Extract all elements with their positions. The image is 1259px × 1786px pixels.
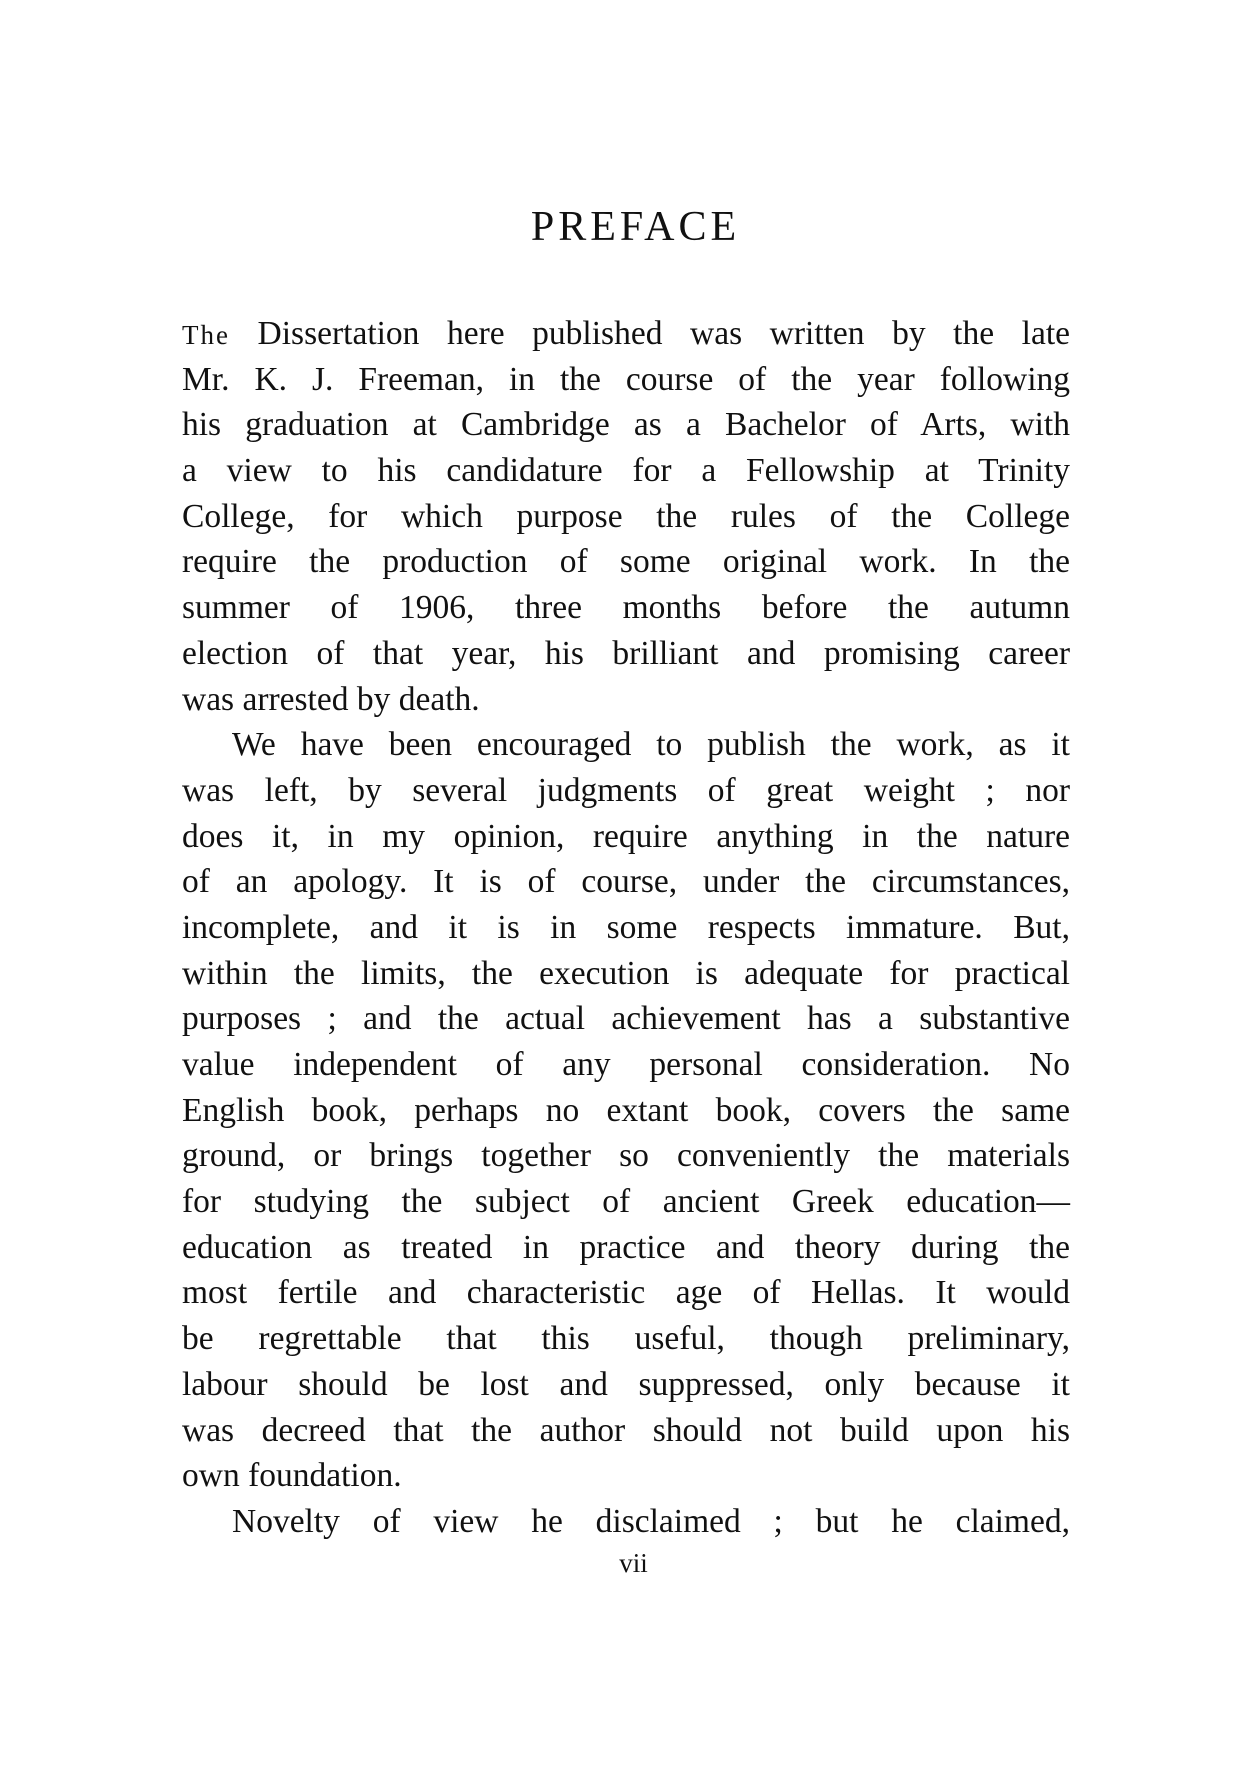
paragraph-1 <box>182 311 1070 722</box>
text-line: Novelty of view he disclaimed ; but he claimed, <box>232 1502 1070 1540</box>
text-line: incomplete, and it is in some respects immature. But, <box>182 908 1070 946</box>
text-line: We have been encouraged to publish the work, as it <box>232 726 1070 764</box>
text-line: labour should be lost and suppressed, only because it <box>182 1365 1070 1403</box>
text-line <box>182 311 1070 357</box>
text-line: education as treated in practice and theory during the <box>182 1228 1070 1266</box>
text-line-content: Dissertation here published was written by the late <box>229 315 1070 352</box>
text-line: require the production of some original work. In the <box>182 543 1070 581</box>
text-line: was decreed that the author should not build upon his <box>182 1411 1070 1449</box>
text-line: for studying the subject of ancient Greek education— <box>182 1183 1070 1221</box>
text-line: value independent of any personal consideration. No <box>182 1046 1070 1083</box>
text-line: his graduation at Cambridge as a Bachelor of Arts, with <box>182 406 1070 444</box>
text-line: was arrested by death. <box>182 680 480 718</box>
text-line: election of that year, his brilliant and promising career <box>182 634 1070 672</box>
paragraph-3 <box>182 1499 1070 1545</box>
paragraph-2 <box>182 722 1070 1499</box>
text-line: be regrettable that this useful, though preliminary, <box>182 1320 1070 1358</box>
text-line: College, for which purpose the rules of the College <box>182 497 1070 535</box>
text-line: English book, perhaps no extant book, covers the same <box>182 1091 1070 1129</box>
text-line: within the limits, the execution is adequate for practical <box>182 954 1070 992</box>
text-line: Mr. K. J. Freeman, in the course of the year following <box>182 360 1070 398</box>
text-line: purposes ; and the actual achievement has a substantive <box>182 1000 1070 1038</box>
text-line: own foundation. <box>182 1457 402 1495</box>
preface-text <box>182 311 1070 1545</box>
text-line: most fertile and characteristic age of Hellas. It would <box>182 1274 1070 1312</box>
page-title: PREFACE <box>530 204 741 250</box>
small-caps-lead: The <box>182 320 230 350</box>
text-line: of an apology. It is of course, under the circumstances, <box>182 863 1070 901</box>
text-line: does it, in my opinion, require anything in the nature <box>182 817 1070 855</box>
text-line: ground, or brings together so conveniently the materials <box>182 1137 1070 1175</box>
text-line: was left, by several judgments of great weight ; nor <box>182 771 1070 809</box>
text-line: summer of 1906, three months before the autumn <box>182 589 1070 627</box>
page-number: vii <box>619 1548 648 1578</box>
text-line: a view to his candidature for a Fellowship at Trinity <box>182 452 1070 490</box>
